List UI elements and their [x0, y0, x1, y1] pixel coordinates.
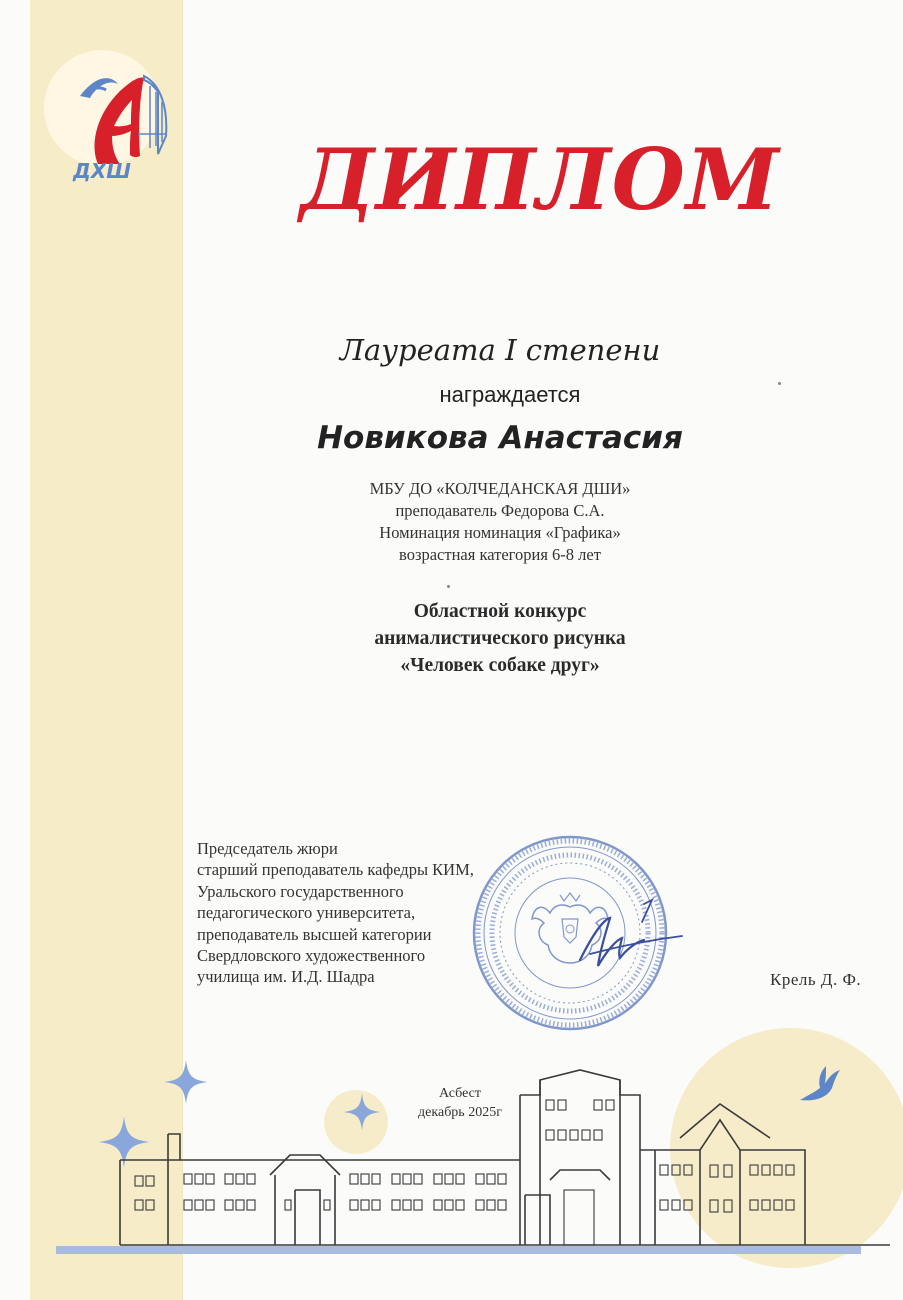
scan-dot [447, 585, 450, 588]
contest-line: Областной конкурс [413, 601, 587, 622]
nomination: Номинация номинация «Графика» [379, 523, 621, 542]
contest-line: «Человек собаке друг» [400, 655, 600, 676]
jury-chairman-block [197, 838, 517, 988]
diploma-title: ДИПЛОМ [300, 130, 780, 229]
awarded-label: награждается [439, 382, 581, 407]
signer-name: Крель Д. Ф. [770, 970, 862, 989]
contest-title [290, 598, 710, 679]
age-category: возрастная категория 6-8 лет [399, 545, 601, 564]
school-building-drawing [80, 1040, 903, 1260]
logo-text: ДХШ [73, 159, 131, 183]
jury-line: старший преподаватель кафедры КИМ, [197, 860, 474, 880]
dove-letter-a-logo [40, 36, 190, 196]
jury-line: Свердловского художественного [197, 946, 426, 966]
jury-line: Уральского государственного [197, 881, 404, 901]
recipient-name: Новикова Анастасия [317, 420, 683, 456]
jury-line: педагогического университета, [197, 903, 416, 923]
school-name: МБУ ДО «КОЛЧЕДАНСКАЯ ДШИ» [369, 479, 631, 498]
scan-dot [778, 382, 781, 385]
handwritten-signature [560, 880, 700, 990]
bottom-decorative-bar [56, 1246, 861, 1254]
recipient-details [300, 478, 700, 566]
issue-date: декабрь 2025г [418, 1105, 502, 1120]
jury-line: преподаватель высшей категории [197, 924, 432, 944]
teacher-name: преподаватель Федорова С.А. [395, 501, 605, 520]
contest-line: анималистического рисунка [374, 628, 626, 649]
jury-line: Председатель жюри [197, 839, 338, 858]
city-name: Асбест [439, 1086, 481, 1101]
jury-line: училища им. И.Д. Шадра [197, 967, 375, 987]
laureate-degree: Лауреата I степени [339, 333, 661, 367]
